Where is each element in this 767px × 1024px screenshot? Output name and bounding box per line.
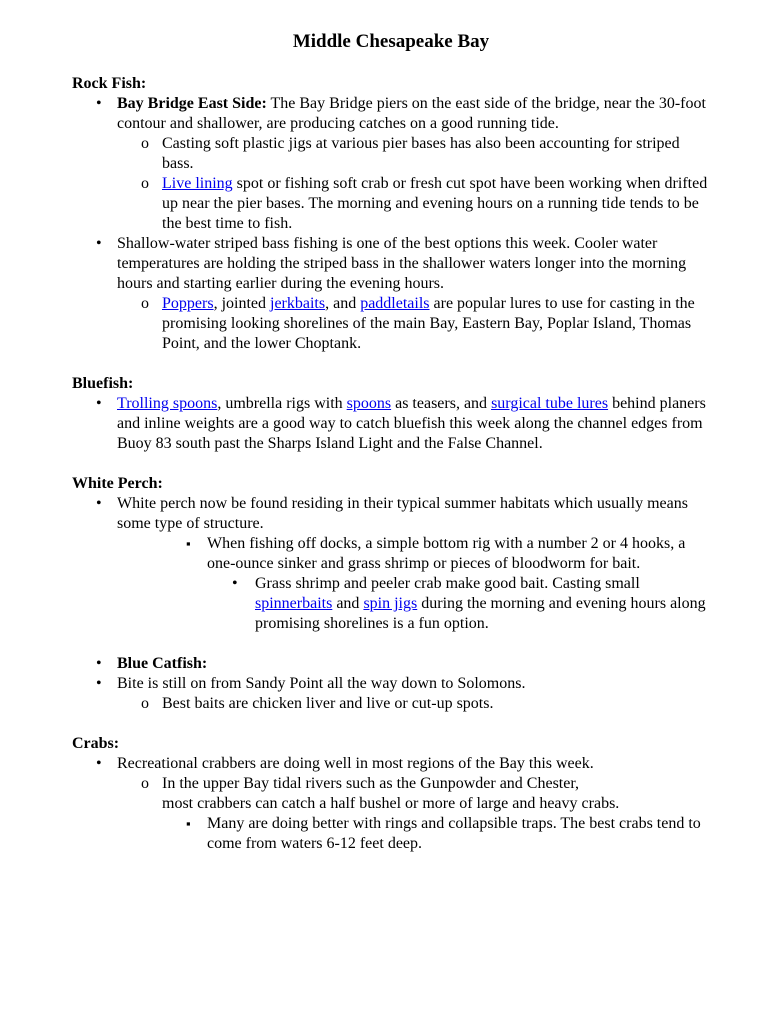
list-item: [72, 394, 710, 454]
bullet-disc-icon: •: [232, 575, 238, 592]
bold-run: Blue Catfish:: [117, 655, 208, 672]
text-run: and: [332, 595, 364, 612]
link-jerkbaits[interactable]: jerkbaits: [270, 295, 326, 312]
bullet-disc-icon: •: [96, 235, 102, 252]
bullet-disc-icon: •: [96, 755, 102, 772]
section-heading: Rock Fish:: [72, 75, 147, 92]
list-item: [72, 654, 710, 674]
section-heading: Bluefish:: [72, 375, 134, 392]
list-item: [72, 754, 710, 774]
bullet-circle-icon: o: [141, 295, 149, 312]
section-rock-fish: [72, 74, 710, 354]
text-run: When fishing off docks, a simple bottom rig with a number 2 or 4 hooks, a one-ounce sinker and grass shrimp or pieces of bloodworm for bait.: [207, 535, 686, 572]
section-3: [72, 654, 710, 714]
text-run: Many are doing better with rings and collapsible traps. The best crabs tend to come from waters 6-12 feet deep.: [207, 815, 701, 852]
list-item: [72, 174, 710, 234]
link-trolling-spoons[interactable]: Trolling spoons: [117, 395, 218, 412]
section-bluefish: [72, 374, 710, 454]
section-crabs: [72, 734, 710, 854]
bullet-circle-icon: o: [141, 175, 149, 192]
bullet-disc-icon: •: [96, 95, 102, 112]
bullet-circle-icon: o: [141, 775, 149, 792]
text-run: Best baits are chicken liver and live or cut-up spots.: [162, 695, 494, 712]
section-heading: White Perch:: [72, 475, 163, 492]
list-item: [72, 694, 710, 714]
list-item: [72, 294, 710, 354]
text-run: Bite is still on from Sandy Point all the way down to Solomons.: [117, 675, 526, 692]
list-item: [72, 814, 710, 854]
section-heading: Crabs:: [72, 735, 120, 752]
link-poppers[interactable]: Poppers: [162, 295, 214, 312]
bullet-disc-icon: •: [96, 495, 102, 512]
bullet-disc-icon: •: [96, 675, 102, 692]
text-run: behind planers and inline weights are a good way to catch bluefish this week along the channel edges from Buoy 83 south past the Sharps Island Light and the False Channel.: [117, 395, 706, 452]
text-run: Grass shrimp and peeler crab make good bait. Casting small: [255, 575, 640, 592]
text-run: as teasers, and: [391, 395, 492, 412]
bullet-circle-icon: o: [141, 695, 149, 712]
bullet-disc-icon: •: [96, 655, 102, 672]
text-run: most crabbers can catch a half bushel or more of large and heavy crabs.: [162, 795, 620, 812]
list-item: [72, 494, 710, 534]
bullet-square-icon: ▪: [186, 816, 191, 831]
list-item: [72, 774, 710, 814]
section-white-perch: [72, 474, 710, 634]
list-item: [72, 674, 710, 694]
text-run: White perch now be found residing in their typical summer habitats which usually means some type of structure.: [117, 495, 688, 532]
link-spinnerbaits[interactable]: spinnerbaits: [255, 595, 333, 612]
link-surgical-tube-lures[interactable]: surgical tube lures: [491, 395, 609, 412]
text-run: In the upper Bay tidal rivers such as the Gunpowder and Chester,: [162, 775, 580, 792]
link-spin-jigs[interactable]: spin jigs: [363, 595, 418, 612]
list-item: [72, 94, 710, 134]
list-item: [72, 234, 710, 294]
text-run: during the morning and evening hours along promising shorelines is a fun option.: [255, 595, 706, 632]
text-run: Recreational crabbers are doing well in most regions of the Bay this week.: [117, 755, 594, 772]
document-body: [72, 74, 710, 854]
text-run: , jointed: [213, 295, 270, 312]
text-run: , umbrella rigs with: [217, 395, 347, 412]
list-item: [72, 534, 710, 574]
bullet-square-icon: ▪: [186, 536, 191, 551]
bold-run: Bay Bridge East Side:: [117, 95, 267, 112]
link-spoons[interactable]: spoons: [346, 395, 392, 412]
link-paddletails[interactable]: paddletails: [360, 295, 430, 312]
text-run: , and: [325, 295, 361, 312]
bullet-circle-icon: o: [141, 135, 149, 152]
link-live-lining[interactable]: Live lining: [162, 175, 233, 192]
text-run: spot or fishing soft crab or fresh cut spot have been working when drifted up near the pier bases. The morning and evening hours on a running tide tends to be the best time to fish.: [162, 175, 708, 232]
text-run: Casting soft plastic jigs at various pier bases has also been accounting for striped bass.: [162, 135, 680, 172]
list-item: [72, 134, 710, 174]
list-item: [72, 574, 710, 634]
text-run: are popular lures to use for casting in the promising looking shorelines of the main Bay, Eastern Bay, Poplar Island, Thomas Point, and the lower Choptank.: [162, 295, 695, 352]
text-run: Shallow-water striped bass fishing is one of the best options this week. Cooler water temperatures are holding the striped bass in the shallower waters longer into the morning hours and starting earlier during the evening hours.: [117, 235, 687, 292]
page-title: Middle Chesapeake Bay: [292, 31, 490, 52]
bullet-disc-icon: •: [96, 395, 102, 412]
text-run: The Bay Bridge piers on the east side of the bridge, near the 30-foot contour and shallower, are producing catches on a good running tide.: [117, 95, 706, 132]
